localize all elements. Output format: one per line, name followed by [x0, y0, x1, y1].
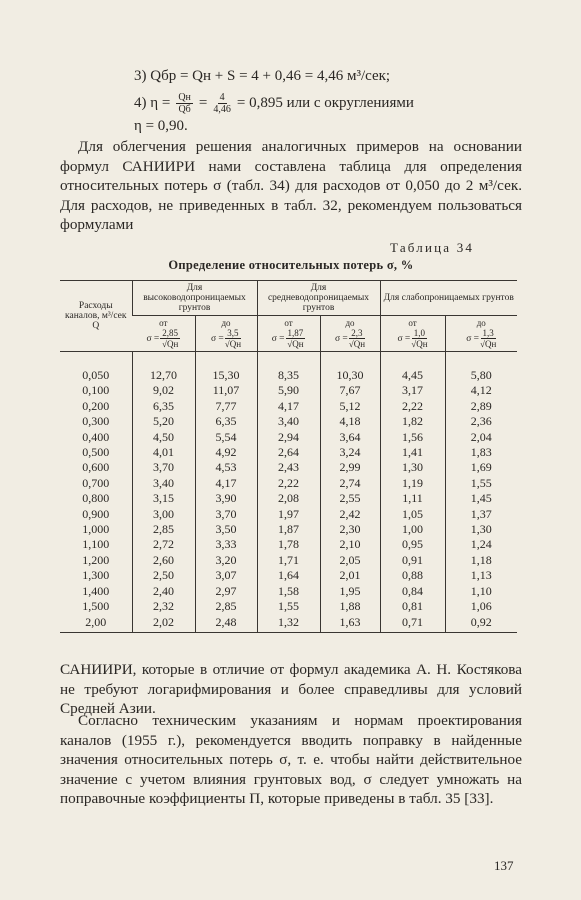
- loss-cell: 1,69: [445, 460, 517, 475]
- loss-cell: 0,88: [380, 568, 445, 583]
- loss-cell: 0,92: [445, 615, 517, 633]
- loss-cell: 3,90: [195, 491, 257, 506]
- loss-cell: 1,56: [380, 430, 445, 445]
- loss-cell: 3,70: [132, 460, 195, 475]
- loss-cell: 4,18: [320, 414, 380, 429]
- loss-cell: 1,78: [257, 537, 320, 552]
- loss-cell: 2,22: [257, 476, 320, 491]
- loss-cell: 3,50: [195, 522, 257, 537]
- paragraph-intro: Для облегчения решения аналогичных примеров на основании формул САНИИРИ нами составлена таблица для определения относительных потерь σ (табл. 34) для расходов от 0,050 до 2 м³/сек. Для расходов, не приведенных в табл. 32, рекомендуем пользоваться формулами: [60, 138, 522, 234]
- sigma-denominator: √Qн: [162, 339, 179, 349]
- loss-cell: 2,99: [320, 460, 380, 475]
- sigma-fraction: [160, 328, 180, 349]
- loss-cell: 2,30: [320, 522, 380, 537]
- discharge-cell: 0,700: [82, 475, 110, 490]
- table-row: [60, 491, 517, 506]
- sigma-fraction: [411, 328, 427, 349]
- sigma-equation: [211, 328, 241, 349]
- header-group-low: Для слабопроницаемых грунтов: [380, 281, 517, 316]
- loss-cell: 0,95: [380, 537, 445, 552]
- discharge-cell: 0,050: [82, 368, 110, 382]
- loss-cell: 2,01: [320, 568, 380, 583]
- loss-cell: 3,15: [132, 491, 195, 506]
- loss-cell: 2,74: [320, 476, 380, 491]
- loss-cell: 5,12: [320, 399, 380, 414]
- sigma-denominator: √Qн: [224, 339, 242, 349]
- header-sub-5: [445, 316, 517, 352]
- formula-line-4: [134, 92, 414, 115]
- table-row: [60, 553, 517, 568]
- loss-cell: 4,92: [195, 445, 257, 460]
- loss-cell: 6,35: [195, 414, 257, 429]
- loss-cell: 1,71: [257, 553, 320, 568]
- sigma-bound-label: до: [221, 318, 231, 328]
- loss-cell: 2,05: [320, 553, 380, 568]
- sigma-prefix: σ =: [146, 333, 160, 344]
- loss-cell: 2,04: [445, 430, 517, 445]
- loss-cell: 12,70: [132, 352, 195, 384]
- discharge-cell: 1,200: [82, 552, 110, 567]
- loss-cell: 6,35: [132, 399, 195, 414]
- loss-cell: 3,07: [195, 568, 257, 583]
- loss-cell: 2,97: [195, 584, 257, 599]
- discharge-cell: 1,500: [82, 599, 110, 614]
- table-row: [60, 599, 517, 614]
- loss-cell: 3,70: [195, 507, 257, 522]
- loss-cell: 1,45: [445, 491, 517, 506]
- table-row: [60, 383, 517, 398]
- sigma-fraction: [349, 328, 365, 349]
- discharge-cell: 0,800: [82, 491, 110, 506]
- loss-cell: 2,72: [132, 537, 195, 552]
- discharge-cell: 1,000: [82, 522, 110, 537]
- page-number: 137: [494, 858, 514, 873]
- sigma-equation: [335, 328, 365, 349]
- loss-cell: 2,22: [380, 399, 445, 414]
- table-row: [60, 584, 517, 599]
- header-group-medium: Для средневодопроницаемых грунтов: [257, 281, 380, 316]
- formula-equals: =: [198, 95, 208, 111]
- loss-cell: 1,32: [257, 615, 320, 633]
- sigma-prefix: σ =: [466, 333, 480, 344]
- loss-cell: 1,95: [320, 584, 380, 599]
- loss-cell: 2,60: [132, 553, 195, 568]
- loss-cell: 5,54: [195, 430, 257, 445]
- loss-cell: 1,64: [257, 568, 320, 583]
- loss-cell: 2,85: [132, 522, 195, 537]
- loss-cell: 2,85: [195, 599, 257, 614]
- sigma-bound-label: от: [284, 318, 293, 328]
- loss-cell: 1,06: [445, 599, 517, 614]
- loss-cell: 1,05: [380, 507, 445, 522]
- formula-fraction-1: [176, 92, 193, 115]
- sigma-bound-label: до: [345, 318, 355, 328]
- discharge-cell: 0,200: [82, 398, 110, 413]
- loss-cell: 1,55: [445, 476, 517, 491]
- table-row: [60, 507, 517, 522]
- loss-cell: 2,32: [132, 599, 195, 614]
- loss-cell: 4,17: [257, 399, 320, 414]
- sigma-denominator: √Qн: [348, 339, 366, 349]
- discharge-cell: 1,100: [82, 537, 110, 552]
- header-sub-4: [380, 316, 445, 352]
- sigma-bound-label: от: [408, 318, 417, 328]
- sigma-fraction: [480, 328, 496, 349]
- sigma-equation: [146, 328, 180, 349]
- loss-cell: 5,20: [132, 414, 195, 429]
- header-sub-0: [132, 316, 195, 352]
- loss-cell: 9,02: [132, 383, 195, 398]
- sigma-formula: [134, 318, 193, 349]
- loss-cell: 1,88: [320, 599, 380, 614]
- table-row: [60, 352, 517, 384]
- loss-cell: 0,84: [380, 584, 445, 599]
- sigma-denominator: √Qн: [480, 339, 497, 349]
- sigma-formula: [383, 318, 443, 349]
- sigma-numerator: 2,3: [351, 328, 363, 338]
- discharge-cell: 1,300: [82, 568, 110, 583]
- loss-cell: 1,30: [380, 460, 445, 475]
- sigma-numerator: 1,3: [482, 328, 494, 338]
- sigma-prefix: σ =: [397, 333, 411, 344]
- sigma-numerator: 3,5: [227, 328, 239, 338]
- sigma-numerator: 1,87: [287, 328, 304, 338]
- loss-cell: 0,91: [380, 553, 445, 568]
- table-body: [60, 352, 517, 633]
- sigma-formula: [198, 318, 255, 349]
- table-row: [60, 537, 517, 552]
- sigma-formula: [260, 318, 318, 349]
- loss-cell: 2,43: [257, 460, 320, 475]
- sigma-fraction: [225, 328, 241, 349]
- loss-cell: 2,08: [257, 491, 320, 506]
- discharge-cell: 2,00: [60, 615, 132, 633]
- loss-cell: 3,20: [195, 553, 257, 568]
- discharge-cell: 0,300: [82, 414, 110, 429]
- table-title: Определение относительных потерь σ, %: [168, 258, 414, 272]
- loss-cell: 2,10: [320, 537, 380, 552]
- loss-cell: 1,13: [445, 568, 517, 583]
- loss-cell: 3,33: [195, 537, 257, 552]
- loss-cell: 1,63: [320, 615, 380, 633]
- discharge-cell: 1,400: [82, 583, 110, 598]
- loss-cell: 2,48: [195, 615, 257, 633]
- sigma-equation: [272, 328, 306, 349]
- formula-eta-rounded: η = 0,90.: [134, 118, 188, 134]
- loss-cell: 3,40: [132, 476, 195, 491]
- discharge-cell: 0,900: [82, 506, 110, 521]
- sigma-fraction: [286, 328, 306, 349]
- formula-line-4-prefix: 4) η =: [134, 95, 171, 111]
- loss-cell: 2,36: [445, 414, 517, 429]
- loss-cell: 2,40: [132, 584, 195, 599]
- table-row: [60, 445, 517, 460]
- fraction-1-numerator: Qн: [178, 92, 191, 103]
- header-discharge: Расходы каналов, м³/сек Q: [60, 281, 132, 352]
- paragraph-saniiri: САНИИРИ, которые в отличие от формул академика А. Н. Костякова не требуют логарифмирования и более справедливы для условий Средней Азии.: [60, 661, 522, 718]
- loss-cell: 1,11: [380, 491, 445, 506]
- discharge-cell: 0,600: [82, 460, 110, 475]
- loss-cell: 1,18: [445, 553, 517, 568]
- loss-cell: 2,50: [132, 568, 195, 583]
- table-row: [60, 414, 517, 429]
- table-row: [60, 460, 517, 475]
- sigma-numerator: 1,0: [413, 328, 426, 338]
- table-row: [60, 476, 517, 491]
- sigma-numerator: 2,85: [162, 328, 179, 338]
- loss-cell: 0,81: [380, 599, 445, 614]
- loss-cell: 5,80: [445, 352, 517, 384]
- loss-cell: 3,00: [132, 507, 195, 522]
- loss-cell: 1,83: [445, 445, 517, 460]
- header-sub-3: [320, 316, 380, 352]
- loss-cell: 2,42: [320, 507, 380, 522]
- formula-line-4-suffix: = 0,895 или с округлениями: [236, 95, 414, 111]
- loss-cell: 2,64: [257, 445, 320, 460]
- loss-cell: 4,01: [132, 445, 195, 460]
- loss-cell: 1,41: [380, 445, 445, 460]
- loss-cell: 0,71: [380, 615, 445, 633]
- loss-cell: 4,53: [195, 460, 257, 475]
- fraction-2-denominator: 4,46: [213, 104, 231, 115]
- loss-cell: 1,37: [445, 507, 517, 522]
- loss-cell: 2,94: [257, 430, 320, 445]
- sigma-bound-label: от: [159, 318, 168, 328]
- losses-table: [60, 280, 517, 633]
- loss-cell: 1,24: [445, 537, 517, 552]
- loss-cell: 5,90: [257, 383, 320, 398]
- loss-cell: 7,77: [195, 399, 257, 414]
- loss-cell: 1,55: [257, 599, 320, 614]
- fraction-1-denominator: Qб: [178, 104, 191, 115]
- discharge-cell: 0,400: [82, 429, 110, 444]
- loss-cell: 1,97: [257, 507, 320, 522]
- sigma-formula: [323, 318, 378, 349]
- loss-cell: 1,19: [380, 476, 445, 491]
- sigma-equation: [466, 328, 496, 349]
- loss-cell: 4,17: [195, 476, 257, 491]
- loss-cell: 3,40: [257, 414, 320, 429]
- loss-cell: 1,58: [257, 584, 320, 599]
- loss-cell: 3,64: [320, 430, 380, 445]
- loss-cell: 3,24: [320, 445, 380, 460]
- formula-fraction-2: [213, 92, 231, 115]
- loss-cell: 10,30: [320, 352, 380, 384]
- discharge-cell: 0,500: [82, 445, 110, 460]
- paragraph-correction: Согласно техническим указаниям и нормам проектирования каналов (1955 г.), рекомендуется вводить поправку в найденные значения относительных потерь σ, т. е. чтобы найти действительное значение с учетом влияния грунтовых вод, σ следует умножать на поправочные коэффициенты П, которые приведены в табл. 35 [33].: [60, 712, 522, 808]
- loss-cell: 1,30: [445, 522, 517, 537]
- loss-cell: 2,89: [445, 399, 517, 414]
- loss-cell: 1,87: [257, 522, 320, 537]
- loss-cell: 15,30: [195, 352, 257, 384]
- loss-cell: 4,12: [445, 383, 517, 398]
- loss-cell: 11,07: [195, 383, 257, 398]
- loss-cell: 1,10: [445, 584, 517, 599]
- table-row: [60, 615, 517, 633]
- table-row: [60, 430, 517, 445]
- sigma-prefix: σ =: [271, 333, 285, 344]
- sigma-formula: [448, 318, 516, 349]
- sigma-denominator: √Qн: [411, 339, 428, 349]
- fraction-2-numerator: 4: [219, 92, 225, 103]
- sigma-prefix: σ =: [334, 333, 348, 344]
- discharge-cell: 0,100: [82, 383, 110, 398]
- loss-cell: 3,17: [380, 383, 445, 398]
- loss-cell: 1,82: [380, 414, 445, 429]
- sigma-bound-label: до: [476, 318, 486, 328]
- header-sub-2: [257, 316, 320, 352]
- sigma-denominator: √Qн: [287, 339, 304, 349]
- sigma-prefix: σ =: [210, 333, 224, 344]
- loss-cell: 2,02: [132, 615, 195, 633]
- header-group-high: Для высоководопроницаемых грунтов: [132, 281, 257, 316]
- loss-cell: 8,35: [257, 352, 320, 384]
- header-sub-1: [195, 316, 257, 352]
- table-row: [60, 568, 517, 583]
- table-caption: Таблица 34: [390, 240, 475, 255]
- sigma-equation: [397, 328, 427, 349]
- formula-line-3: 3) Qбр = Qн + S = 4 + 0,46 = 4,46 м³/сек;: [134, 68, 391, 84]
- table-row: [60, 522, 517, 537]
- loss-cell: 4,45: [380, 352, 445, 384]
- loss-cell: 1,00: [380, 522, 445, 537]
- loss-cell: 2,55: [320, 491, 380, 506]
- table-row: [60, 399, 517, 414]
- loss-cell: 7,67: [320, 383, 380, 398]
- loss-cell: 4,50: [132, 430, 195, 445]
